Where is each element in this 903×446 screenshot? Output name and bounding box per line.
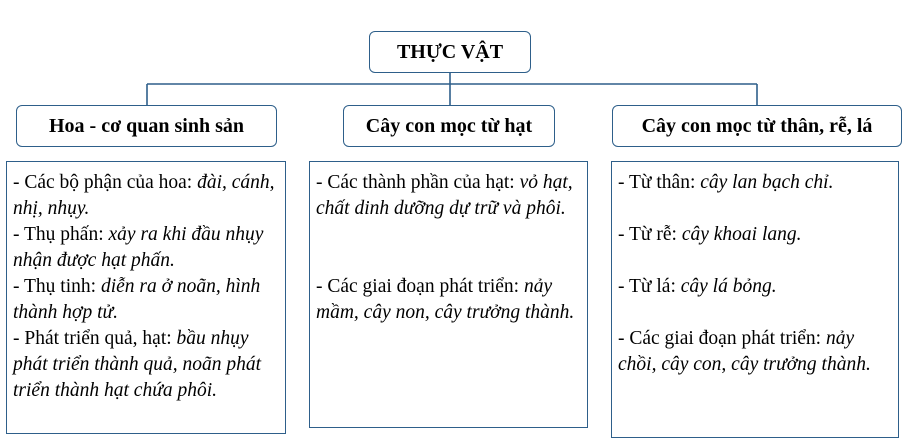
detail-item — [618, 170, 890, 196]
item-lead: - Từ lá: — [618, 276, 681, 297]
detail-item — [13, 170, 277, 222]
detail-item — [618, 326, 890, 378]
detail-item — [618, 274, 890, 300]
category-label: Cây con mọc từ thân, rễ, lá — [641, 114, 873, 137]
category-node-vegetative — [612, 105, 902, 147]
item-detail: vỏ hạt, chất dinh dưỡng dự trữ và phôi. — [316, 172, 573, 219]
detail-box-seed — [309, 161, 588, 428]
item-lead: - Từ rễ: — [618, 224, 682, 245]
category-node-seed — [343, 105, 555, 147]
item-detail: diễn ra ở noãn, hình thành hợp tử. — [13, 276, 261, 323]
detail-item — [316, 170, 579, 222]
category-label: Hoa - cơ quan sinh sản — [48, 114, 245, 137]
item-lead: - Phát triển quả, hạt: — [13, 328, 177, 349]
item-lead: - Các bộ phận của hoa: — [13, 172, 198, 193]
item-detail: bầu nhụy phát triển thành quả, noãn phát triển thành hạt chứa phôi. — [13, 328, 262, 401]
detail-item — [316, 274, 579, 326]
item-detail: cây lan bạch chỉ. — [700, 172, 834, 193]
item-lead: - Các thành phần của hạt: — [316, 172, 520, 193]
detail-box-flower — [6, 161, 286, 434]
item-detail: xảy ra khi đầu nhụy nhận được hạt phấn. — [13, 224, 264, 271]
detail-item — [13, 274, 277, 326]
item-detail: nảy mầm, cây non, cây trưởng thành. — [316, 276, 575, 323]
item-detail: nảy chồi, cây con, cây trưởng thành. — [618, 328, 871, 375]
root-label: THỰC VẬT — [396, 40, 504, 63]
item-detail: cây khoai lang. — [681, 224, 802, 245]
item-lead: - Thụ tinh: — [13, 276, 101, 297]
item-lead: - Từ thân: — [618, 172, 701, 193]
item-detail: cây lá bỏng. — [680, 276, 777, 297]
item-lead: - Thụ phấn: — [13, 224, 109, 245]
item-lead: - Các giai đoạn phát triển: — [618, 328, 826, 349]
item-detail: đài, cánh, nhị, nhụy. — [13, 172, 275, 219]
category-label: Cây con mọc từ hạt — [365, 114, 533, 137]
item-lead: - Các giai đoạn phát triển: — [316, 276, 524, 297]
detail-item — [13, 326, 277, 404]
category-node-flower — [16, 105, 277, 147]
root-node — [369, 31, 531, 73]
detail-box-vegetative — [611, 161, 899, 438]
detail-item — [618, 222, 890, 248]
detail-item — [13, 222, 277, 274]
